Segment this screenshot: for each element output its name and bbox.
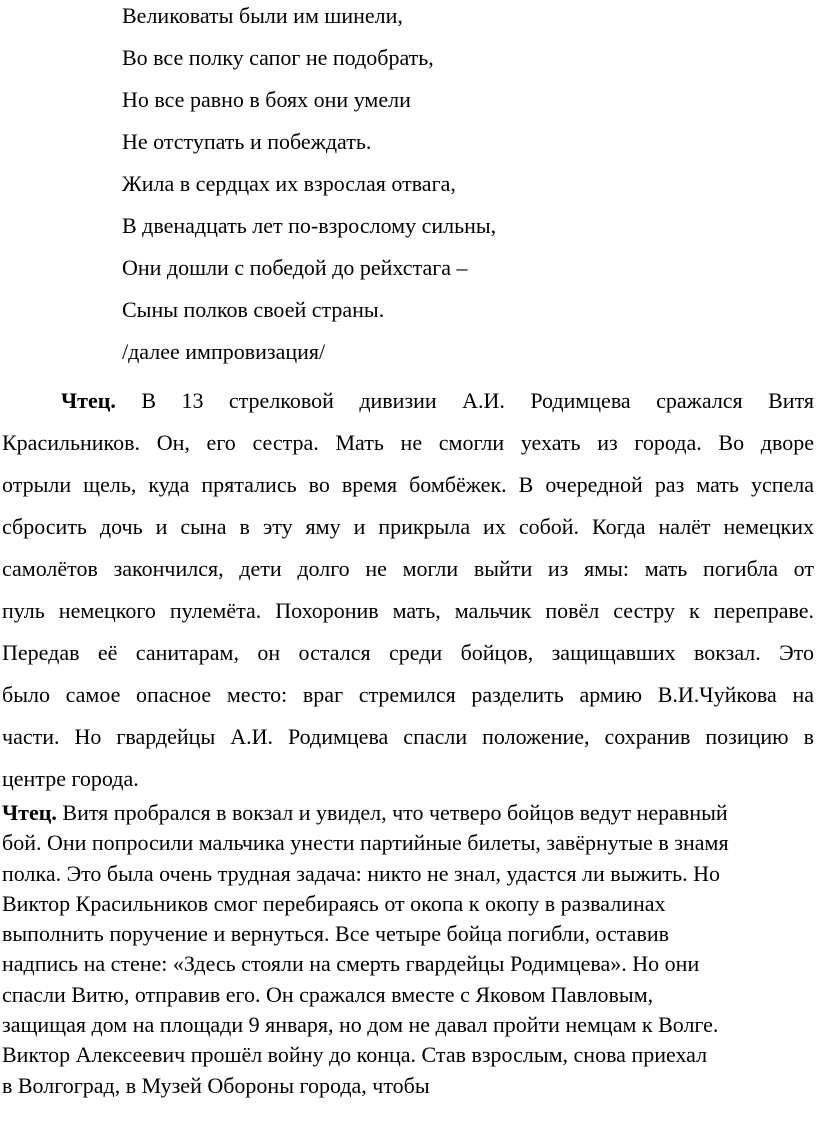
poem-line: Но все равно в боях они умели	[122, 87, 411, 112]
paragraph-line: Виктор Красильников смог перебираясь от окопа к окопу в развалинах	[2, 890, 666, 916]
paragraph-text: Витя пробрался в вокзал и увидел, что четверо бойцов ведут неравный	[62, 800, 728, 825]
paragraph-text: В 13 стрелковой дивизии А.И. Родимцева сражался Витя	[141, 388, 815, 413]
paragraph-line: надпись на стене: «Здесь стояли на смерть гвардейцы Родимцева». Но они	[2, 951, 700, 977]
reader-paragraph-1	[2, 380, 814, 800]
paragraph-line: Красильников. Он, его сестра. Мать не смогли уехать из города. Во дворе	[2, 430, 814, 455]
poem-line: Во все полку сапог не подобрать,	[122, 45, 434, 70]
poem-line: Сыны полков своей страны.	[122, 297, 385, 322]
paragraph-line: Передав её санитарам, он остался среди бойцов, защищавших вокзал. Это	[2, 640, 814, 665]
paragraph-line	[2, 798, 814, 828]
paragraph-line: спасли Витю, отправив его. Он сражался вместе с Яковом Павловым,	[2, 981, 654, 1007]
poem-line: Великоваты были им шинели,	[122, 3, 403, 28]
paragraph-line: центре города.	[2, 766, 139, 791]
poem-line: Не отступать и побеждать.	[122, 129, 372, 154]
poem	[122, 2, 782, 380]
poem-line: Жила в сердцах их взрослая отвага,	[122, 171, 456, 196]
paragraph-line: Виктор Алексеевич прошёл войну до конца. Став взрослым, снова приехал	[2, 1042, 708, 1068]
improvisation-note: /далее импровизация/	[122, 339, 326, 364]
speaker-label: Чтец.	[2, 800, 57, 825]
reader-paragraph-2	[2, 798, 814, 1101]
paragraph-line: самолётов закончился, дети долго не могли выйти из ямы: мать погибла от	[2, 556, 814, 581]
poem-line: Они дошли с победой до рейхстага –	[122, 255, 468, 280]
paragraph-line: защищая дом на площади 9 января, но дом не давал пройти немцам к Волге.	[2, 1012, 719, 1038]
paragraph-line: в Волгоград, в Музей Обороны города, чтобы	[2, 1072, 430, 1098]
paragraph-line: отрыли щель, куда прятались во время бомбёжек. В очередной раз мать успела	[2, 472, 814, 497]
paragraph-line: было самое опасное место: враг стремился разделить армию В.И.Чуйкова на	[2, 682, 814, 707]
paragraph-line: сбросить дочь и сына в эту яму и прикрыла их собой. Когда налёт немецких	[2, 514, 814, 539]
paragraph-line: полка. Это была очень трудная задача: никто не знал, удастся ли выжить. Но	[2, 860, 720, 886]
paragraph-line: бой. Они попросили мальчика унести партийные билеты, завёрнутые в знамя	[2, 830, 729, 856]
speaker-label: Чтец.	[61, 388, 116, 413]
paragraph-line: части. Но гвардейцы А.И. Родимцева спасли положение, сохранив позицию в	[2, 724, 814, 749]
paragraph-line: выполнить поручение и вернуться. Все четыре бойца погибли, оставив	[2, 921, 669, 947]
poem-line: В двенадцать лет по-взрослому сильны,	[122, 213, 497, 238]
paragraph-line: пуль немецкого пулемёта. Похоронив мать, мальчик повёл сестру к переправе.	[2, 598, 814, 623]
paragraph-line	[2, 380, 814, 422]
